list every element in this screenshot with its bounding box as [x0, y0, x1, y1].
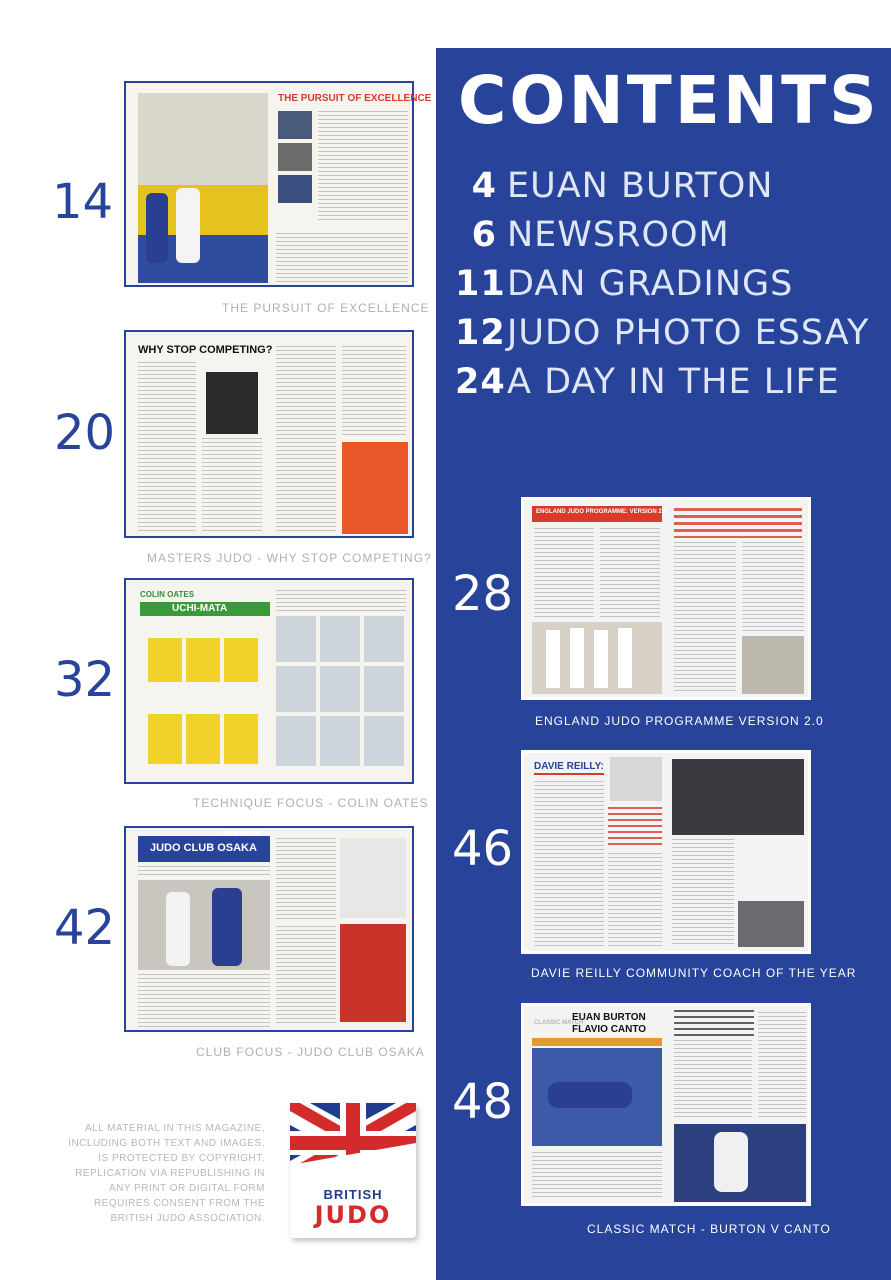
contents-title: CONTENTS — [458, 62, 880, 139]
thumbnail-photo — [672, 759, 804, 835]
feature-caption: CLUB FOCUS - JUDO CLUB OSAKA — [196, 1045, 425, 1059]
thumbnail-photo — [340, 924, 406, 1022]
contents-item-title: A DAY IN THE LIFE — [507, 362, 840, 402]
article-text — [138, 974, 270, 1028]
article-text — [138, 866, 270, 876]
contents-item-title: NEWSROOM — [507, 215, 730, 255]
feature-caption: TECHNIQUE FOCUS - COLIN OATES — [193, 796, 429, 810]
judoka-figure — [546, 630, 560, 688]
article-text — [276, 233, 408, 283]
contents-item[interactable] — [455, 362, 869, 411]
technique-photo — [186, 638, 220, 682]
contents-list — [455, 166, 869, 411]
article-text — [672, 839, 734, 945]
technique-photo — [148, 638, 182, 682]
article-text — [742, 542, 804, 632]
copyright-notice: ALL MATERIAL IN THIS MAGAZINE, INCLUDING BOTH TEXT AND IMAGES, IS PROTECTED BY COPYRIGHT. REPLICATION VIA REPUBLISHING IN ANY PRINT OR DIGITAL FORM REQUIRES CONSENT FROM THE BRITISH JUDO ASSOCIATION. — [68, 1123, 265, 1224]
thumbnail-photo — [278, 143, 312, 171]
thumbnail-photo — [738, 901, 804, 947]
british-judo-logo — [290, 1103, 416, 1238]
thumbnail-photo — [138, 880, 270, 970]
thumbnail-photo — [206, 372, 258, 434]
judoka-figure — [212, 888, 242, 966]
feature-tag: CLUB FOCUS — [222, 832, 262, 838]
article-text — [674, 1040, 752, 1120]
sidebar-box — [342, 442, 408, 534]
feature-page-number: 20 — [54, 405, 116, 461]
judoka-figure — [176, 188, 200, 263]
logo-text-judo: JUDO — [314, 1201, 392, 1229]
contents-item-title: JUDO PHOTO ESSAY — [507, 313, 870, 353]
judoka-figure — [166, 892, 190, 966]
technique-photo — [186, 714, 220, 764]
feature-headline: DAVIE REILLY: — [534, 761, 604, 772]
technique-photo — [276, 666, 316, 712]
feature-headline: UCHI-MATA — [172, 603, 228, 614]
technique-photo — [320, 666, 360, 712]
judoka-figure — [618, 628, 632, 688]
contents-item[interactable] — [455, 166, 869, 215]
contents-item-page: 4 — [471, 166, 497, 206]
feature-tag: CLASSIC MATCH — [534, 1020, 584, 1026]
feature-caption: MASTERS JUDO - WHY STOP COMPETING? — [147, 551, 432, 565]
thumbnail-photo — [340, 838, 406, 918]
article-text — [276, 838, 336, 922]
feature-thumbnail[interactable] — [124, 826, 414, 1032]
article-text — [674, 542, 736, 692]
article-text — [138, 362, 196, 532]
judoka-figure — [146, 193, 168, 263]
technique-photo — [320, 616, 360, 662]
article-text — [276, 926, 336, 1026]
contents-item-title: EUAN BURTON — [507, 166, 774, 206]
article-text — [276, 346, 336, 532]
thumbnail-photo — [138, 93, 268, 185]
thumbnail-photo — [610, 757, 662, 801]
contents-item-page: 24 — [455, 362, 506, 402]
article-text — [276, 590, 406, 612]
contents-item[interactable] — [455, 215, 869, 264]
feature-caption: ENGLAND JUDO PROGRAMME VERSION 2.0 — [535, 714, 824, 728]
technique-photo — [320, 716, 360, 766]
logo-text-british: BRITISH — [323, 1187, 383, 1202]
feature-thumbnail[interactable] — [124, 81, 432, 287]
headline-bar — [532, 1038, 662, 1046]
article-text — [600, 528, 660, 618]
feature-headline: JUDO CLUB OSAKA — [150, 842, 257, 854]
technique-photo — [276, 616, 316, 662]
feature-page-number: 42 — [54, 900, 116, 956]
technique-photo — [276, 716, 316, 766]
judoka-figure — [570, 628, 584, 688]
article-text — [318, 111, 408, 223]
contents-item-page: 11 — [455, 264, 506, 304]
technique-photo — [364, 666, 404, 712]
pull-quote — [608, 807, 662, 847]
judoka-figure — [714, 1132, 748, 1192]
technique-photo — [148, 714, 182, 764]
feature-caption: DAVIE REILLY COMMUNITY COACH OF THE YEAR — [531, 966, 857, 980]
thumbnail-photo — [742, 636, 804, 694]
feature-headline: EUAN BURTON — [572, 1012, 646, 1023]
thumbnail-photo — [278, 175, 312, 203]
contents-item-page: 12 — [455, 313, 506, 353]
article-text — [758, 1012, 806, 1120]
feature-headline: FLAVIO CANTO — [572, 1024, 647, 1035]
feature-headline: THE PURSUIT OF EXCELLENCE — [278, 93, 432, 104]
technique-photo — [224, 638, 258, 682]
feature-page-number: 48 — [452, 1074, 514, 1130]
contents-item-page: 6 — [471, 215, 497, 255]
feature-page-number: 28 — [452, 566, 514, 622]
feature-thumbnail[interactable] — [521, 497, 811, 700]
technique-photo — [364, 716, 404, 766]
article-text — [534, 528, 594, 618]
headline-rule — [534, 773, 604, 775]
feature-headline: WHY STOP COMPETING? — [138, 344, 273, 356]
article-text — [202, 438, 262, 532]
contents-item[interactable] — [455, 313, 869, 362]
contents-item-title: DAN GRADINGS — [507, 264, 794, 304]
judoka-figure — [594, 630, 608, 688]
feature-thumbnail[interactable] — [521, 750, 811, 954]
article-text — [608, 853, 662, 947]
feature-thumbnail[interactable] — [124, 578, 414, 784]
feature-thumbnail[interactable] — [521, 1003, 811, 1206]
pull-quote — [674, 1010, 754, 1036]
feature-caption: CLASSIC MATCH - BURTON V CANTO — [587, 1222, 831, 1236]
feature-thumbnail[interactable] — [124, 330, 414, 538]
contents-item[interactable] — [455, 264, 869, 313]
article-text — [342, 346, 406, 438]
feature-caption: THE PURSUIT OF EXCELLENCE — [222, 301, 430, 315]
article-text — [534, 781, 604, 947]
union-flag-icon — [290, 1103, 416, 1183]
technique-photo — [364, 616, 404, 662]
feature-headline: ENGLAND JUDO PROGRAMME: VERSION 2.0 — [536, 509, 667, 515]
feature-page-number: 32 — [54, 652, 116, 708]
feature-page-number: 14 — [52, 174, 114, 230]
feature-tag: COLIN OATES — [140, 590, 195, 599]
technique-photo — [224, 714, 258, 764]
feature-page-number: 46 — [452, 821, 514, 877]
pull-quote — [674, 508, 802, 538]
thumbnail-photo — [278, 111, 312, 139]
article-text — [532, 1152, 662, 1200]
judoka-figure — [548, 1082, 632, 1108]
